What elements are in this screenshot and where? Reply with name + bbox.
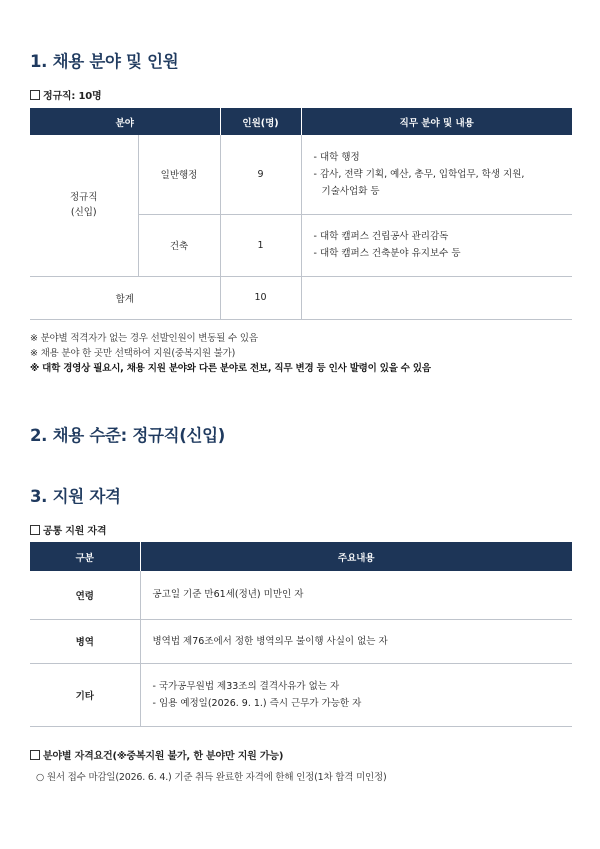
table-total-row — [30, 276, 572, 319]
header-content: 주요내용 — [140, 542, 572, 571]
header-duties: 직무 분야 및 내용 — [301, 108, 572, 135]
field-name: 건축 — [138, 214, 220, 276]
recruitment-table — [30, 108, 572, 320]
note-bold: ※ 대학 경영상 필요시, 채용 지원 분야와 다른 분야로 전보, 직무 변경 등 인사 발령이 있을 수 있음 — [30, 363, 431, 374]
field-count: 9 — [220, 135, 301, 214]
section-1-title: 1. 채용 분야 및 인원 — [30, 52, 179, 71]
field-duties: - 대학 행정 - 감사, 전략 기획, 예산, 총무, 입학업무, 학생 지원, 기술사업화 등 — [301, 135, 572, 214]
total-empty-cell — [301, 276, 572, 319]
table-header-row — [30, 108, 572, 135]
row-label: 연령 — [30, 571, 140, 619]
row-content: 병역법 제76조에서 정한 병역의무 불이행 사실이 없는 자 — [140, 619, 572, 663]
header-count: 인원(명) — [220, 108, 301, 135]
row-content: 공고일 기준 만61세(정년) 미만인 자 — [140, 571, 572, 619]
note: ※ 분야별 적격자가 없는 경우 선발인원이 변동될 수 있음 — [30, 333, 258, 344]
row-label: 병역 — [30, 619, 140, 663]
field-name: 일반행정 — [138, 135, 220, 214]
row-content: - 국가공무원법 제33조의 결격사유가 없는 자 - 임용 예정일(2026. 9. 1.) 즉시 근무가 가능한 자 — [140, 663, 572, 726]
header-category: 구분 — [30, 542, 140, 571]
group-label: 정규직 (신입) — [30, 135, 138, 276]
total-label: 합계 — [30, 276, 220, 319]
table-row — [30, 135, 572, 214]
qualification-item: ○ 원서 접수 마감일(2026. 6. 4.) 기준 취득 완료한 자격에 한해 인정(1차 합격 미인정) — [36, 772, 387, 783]
field-count: 1 — [220, 214, 301, 276]
row-label: 기타 — [30, 663, 140, 726]
table-row — [30, 571, 572, 619]
section-1-subtitle: 정규직: 10명 — [30, 87, 101, 102]
section-3-subtitle-2: 분야별 자격요건(※중복지원 불가, 한 분야만 지원 가능) — [30, 747, 283, 762]
field-duties: - 대학 캠퍼스 건립공사 관리감독 - 대학 캠퍼스 건축분야 유지보수 등 — [301, 214, 572, 276]
checkbox-square-icon — [30, 525, 40, 535]
note: ※ 채용 분야 한 곳만 선택하여 지원(중복지원 불가) — [30, 348, 236, 359]
header-field: 분야 — [30, 108, 220, 135]
table-row — [30, 663, 572, 726]
section-1-notes — [30, 331, 431, 376]
table-header-row — [30, 542, 572, 571]
checkbox-square-icon — [30, 750, 40, 760]
total-count: 10 — [220, 276, 301, 319]
table-row — [30, 619, 572, 663]
section-3-subtitle: 공통 지원 자격 — [30, 522, 106, 537]
section-2-title: 2. 채용 수준: 정규직(신입) — [30, 426, 226, 445]
checkbox-square-icon — [30, 90, 40, 100]
qualification-table — [30, 542, 572, 727]
section-3-title: 3. 지원 자격 — [30, 487, 121, 506]
